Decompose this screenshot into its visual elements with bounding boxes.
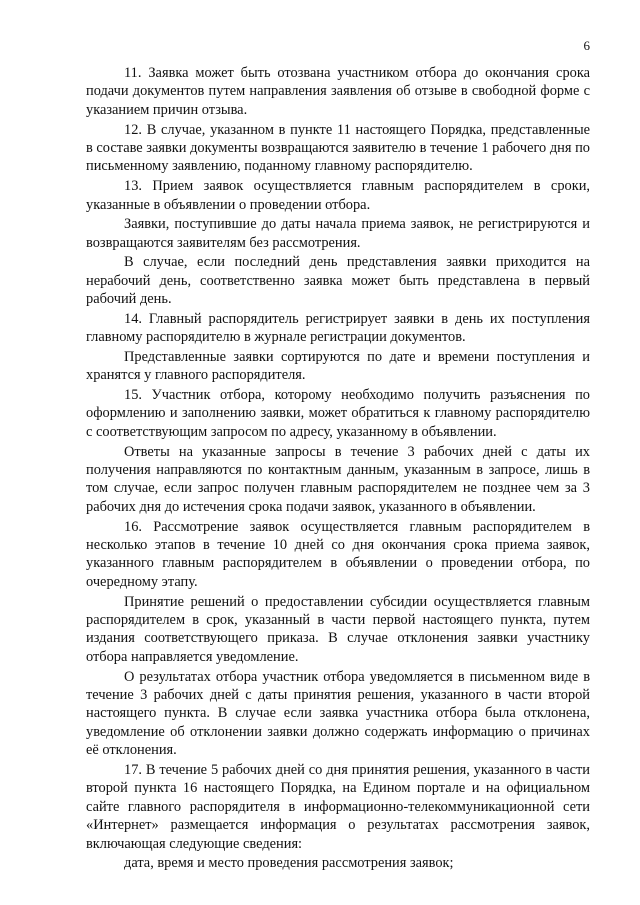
paragraph-12: 12. В случае, указанном в пункте 11 настоящего Порядка, представленные в составе заявки документы возвращаются заявителю в течение 1 рабочего дня по письменному заявлению, поданному главному распорядителю. (86, 121, 590, 175)
paragraph-16: 16. Рассмотрение заявок осуществляется главным распорядителем в несколько этапов в течение 10 дней со дня окончания срока приема заявок, указанного главным распорядителем в объявлении о проведении отбора, по очередному этапу. (86, 518, 590, 590)
paragraph-17-item-date: дата, время и место проведения рассмотрения заявок; (124, 855, 454, 872)
document-body (86, 64, 590, 873)
paragraph-14-sorting: Представленные заявки сортируются по дате и времени поступления и хранятся у главного распорядителя. (86, 348, 590, 384)
paragraph-16-notification: О результатах отбора участник отбора уведомляется в письменном виде в течение 3 рабочих дней с даты принятия решения, указанного в части второй настоящего пункта. В случае если заявка участника отбора была отклонена, уведомление об отклонении заявки должно содержать информацию о причинах её отклонения. (86, 668, 590, 759)
paragraph-11: 11. Заявка может быть отозвана участником отбора до окончания срока подачи документов путем направления заявления об отзыве в свободной форме с указанием причин отзыва. (86, 65, 590, 118)
paragraph-13-non-working-day: В случае, если последний день представления заявки приходится на нерабочий день, соответственно заявка может быть представлена в первый рабочий день. (86, 254, 590, 308)
paragraph-16-decision: Принятие решений о предоставлении субсидии осуществляется главным распорядителем в срок, указанный в части первой настоящего пункта, путем издания соответствующего приказа. В случае отклонения заявки участнику отбора направляется уведомление. (86, 593, 590, 665)
page-number: 6 (583, 38, 590, 53)
paragraph-15-answers: Ответы на указанные запросы в течение 3 рабочих дней с даты их получения направляются по контактным данным, указанным в запросе, лишь в том случае, если запрос получен главным распорядителем не позднее чем за 3 рабочих дня до истечения срока подачи заявок, указанного в объявлении. (86, 443, 590, 515)
paragraph-15: 15. Участник отбора, которому необходимо получить разъяснения по оформлению и заполнению заявки, может обратиться к главному распорядителю с соответствующим запросом по адресу, указанному в объявлении. (86, 387, 590, 440)
paragraph-13-early-applications: Заявки, поступившие до даты начала приема заявок, не регистрируются и возвращаются заявителям без рассмотрения. (86, 216, 590, 251)
paragraph-17: 17. В течение 5 рабочих дней со дня принятия решения, указанного в части второй пункта 16 настоящего Порядка, на Едином портале и на официальном сайте главного распорядителя в информационно-телекоммуникационной сети «Интернет» размещается информация о результатах рассмотрения заявок, включающая следующие сведения: (86, 762, 590, 852)
paragraph-13: 13. Прием заявок осуществляется главным распорядителем в сроки, указанные в объявлении о проведении отбора. (86, 178, 590, 213)
paragraph-14: 14. Главный распорядитель регистрирует заявки в день их поступления главному распорядителю в журнале регистрации документов. (86, 310, 590, 346)
